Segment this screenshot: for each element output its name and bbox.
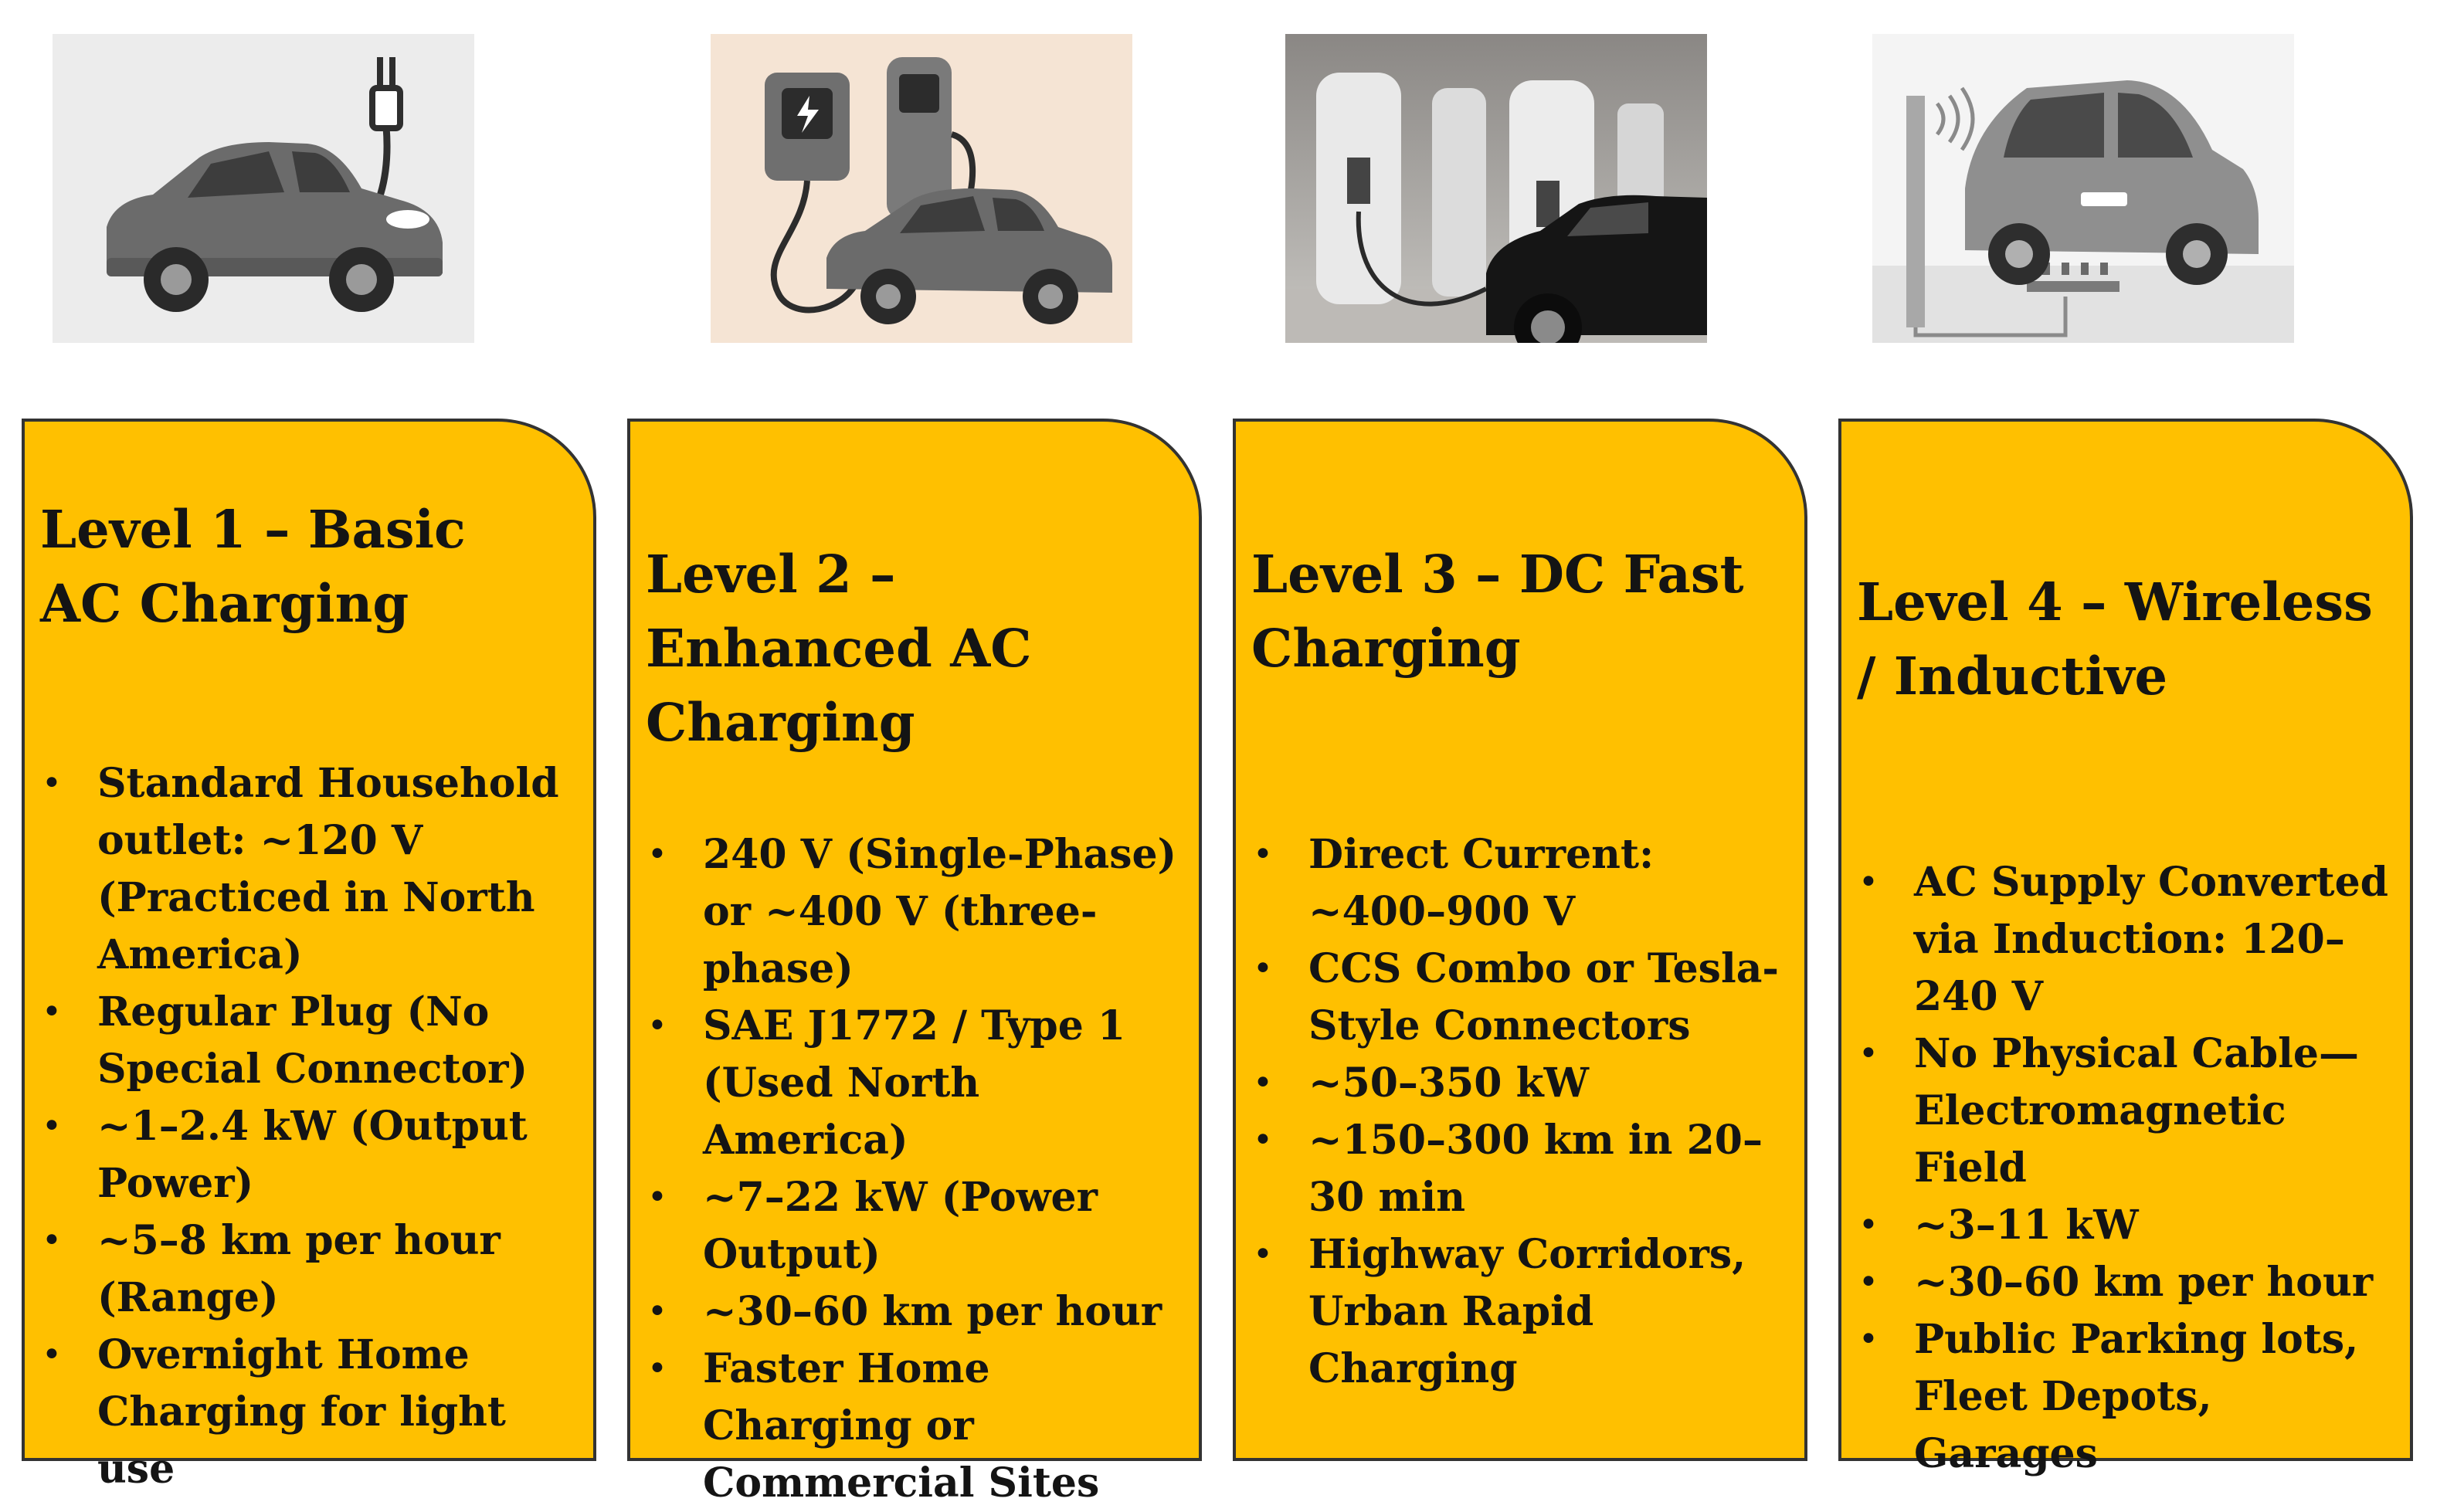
level-1-bullet-connector: • Regular Plug (No Special Connector)	[25, 984, 575, 1098]
level-4-bullet-use: • Public Parking lots, Fleet Depots, Garages	[1841, 1311, 2391, 1483]
level-3-title: Level 3 – DC Fast Charging	[1251, 544, 1744, 679]
level-2-bullet-power: • ~7–22 kW (Power Output)	[630, 1169, 1180, 1283]
level-4-bullet-connector: • No Physical Cable—Electromagnetic Field	[1841, 1026, 2391, 1197]
level-1-bullet-power: • ~1–2.4 kW (Output Power)	[25, 1098, 575, 1212]
car-with-plug-icon	[53, 34, 474, 343]
level-4-bullets	[1841, 854, 2391, 1483]
level-3-bullet-power: • ~50–350 kW	[1236, 1055, 1786, 1112]
wireless-charging-car-icon	[1872, 34, 2294, 343]
level-4-bullet-range: • ~30–60 km per hour	[1841, 1254, 2391, 1311]
level-1-bullet-voltage: • Standard Household outlet: ~120 V (Practiced in North America)	[25, 755, 575, 984]
level-1-title: Level 1 – Basic AC Charging	[40, 499, 466, 634]
level-3-bullet-connector: • CCS Combo or Tesla-Style Connectors	[1236, 941, 1786, 1055]
car-at-wallbox-charger-icon	[711, 34, 1132, 343]
level-3-bullet-use: • Highway Corridors, Urban Rapid Charging	[1236, 1226, 1786, 1398]
level-1-card	[22, 419, 596, 1493]
level-3-bullets	[1236, 826, 1786, 1398]
level-1-bullet-range: • ~5–8 km per hour (Range)	[25, 1212, 575, 1327]
level-1-bullet-use: • Overnight Home Charging for light use	[25, 1327, 575, 1498]
level-3-bullet-voltage: • Direct Current: ~400–900 V	[1236, 826, 1786, 941]
level-3-card	[1233, 419, 1807, 1461]
dc-fast-charging-station-photo	[1285, 34, 1707, 343]
level-4-card	[1838, 419, 2413, 1477]
level-4-bullet-voltage: • AC Supply Converted via Induction: 120–240 V	[1841, 854, 2391, 1026]
level-3-bullet-range: • ~150–300 km in 20–30 min	[1236, 1112, 1786, 1226]
level-2-bullet-connector: • SAE J1772 / Type 1 (Used North America)	[630, 998, 1180, 1169]
level-2-bullets	[630, 826, 1180, 1512]
level-2-bullet-voltage: • 240 V (Single-Phase) or ~400 V (three-phase)	[630, 826, 1180, 998]
level-4-title: Level 4 – Wireless / Inductive	[1857, 571, 2373, 707]
level-2-bullet-range: • ~30–60 km per hour	[630, 1283, 1180, 1341]
level-2-card	[627, 419, 1202, 1507]
level-2-bullet-use: • Faster Home Charging or Commercial Sites	[630, 1341, 1180, 1512]
level-1-bullets	[25, 755, 575, 1498]
level-2-title: Level 2 – Enhanced AC Charging	[646, 544, 1032, 753]
level-4-bullet-power: • ~3–11 kW	[1841, 1197, 2391, 1254]
